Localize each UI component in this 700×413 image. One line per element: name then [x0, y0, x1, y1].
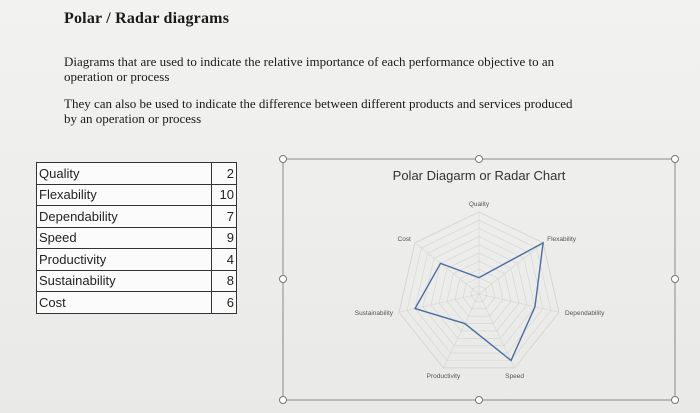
- row-value: 6: [212, 292, 237, 314]
- data-table: [36, 162, 237, 314]
- axis-label-flexability: Flexability: [547, 235, 577, 243]
- row-value: 8: [212, 270, 237, 292]
- chart-title: Polar Diagarm or Radar Chart: [392, 168, 566, 183]
- row-label: Cost: [37, 292, 212, 314]
- resize-handle[interactable]: [476, 156, 483, 163]
- table-row: [37, 292, 237, 314]
- axis-label-cost: Cost: [397, 235, 411, 243]
- row-label: Speed: [37, 227, 212, 249]
- row-label: Dependability: [37, 206, 212, 228]
- table-row: [37, 184, 237, 206]
- resize-handle[interactable]: [672, 156, 679, 163]
- table-row: [37, 163, 237, 185]
- axis-label-sustainability: Sustainability: [354, 310, 394, 318]
- resize-handle[interactable]: [280, 397, 287, 404]
- resize-handle[interactable]: [672, 276, 679, 283]
- axis-label-speed: Speed: [505, 372, 524, 380]
- row-value: 2: [212, 163, 237, 185]
- row-label: Quality: [37, 163, 212, 185]
- axis-label-productivity: Productivity: [426, 372, 461, 380]
- row-value: 10: [212, 184, 237, 206]
- resize-handle[interactable]: [476, 397, 483, 404]
- axis-label-dependability: Dependability: [564, 310, 605, 318]
- table-row: [37, 249, 237, 271]
- row-value: 9: [212, 227, 237, 249]
- radar-grid: [399, 212, 559, 368]
- row-label: Productivity: [37, 249, 212, 271]
- slide-title: Polar / Radar diagrams: [64, 10, 230, 27]
- axis-label-quality: Quality: [468, 201, 490, 208]
- resize-handle[interactable]: [280, 156, 287, 163]
- row-label: Flexability: [37, 184, 212, 206]
- row-value: 7: [212, 206, 237, 228]
- paragraph-definition: Diagrams that are used to indicate the relative importance of each performance objective to an operation or process: [64, 54, 555, 84]
- table-row: [37, 206, 237, 228]
- resize-handle[interactable]: [280, 276, 287, 283]
- row-label: Sustainability: [37, 270, 212, 292]
- table-row: [37, 227, 237, 249]
- row-value: 4: [212, 249, 237, 271]
- resize-handle[interactable]: [672, 397, 679, 404]
- table-row: [37, 270, 237, 292]
- paragraph-usage: They can also be used to indicate the difference between different products and services produced by an operation or process: [64, 96, 573, 126]
- radar-chart[interactable]: [276, 150, 684, 408]
